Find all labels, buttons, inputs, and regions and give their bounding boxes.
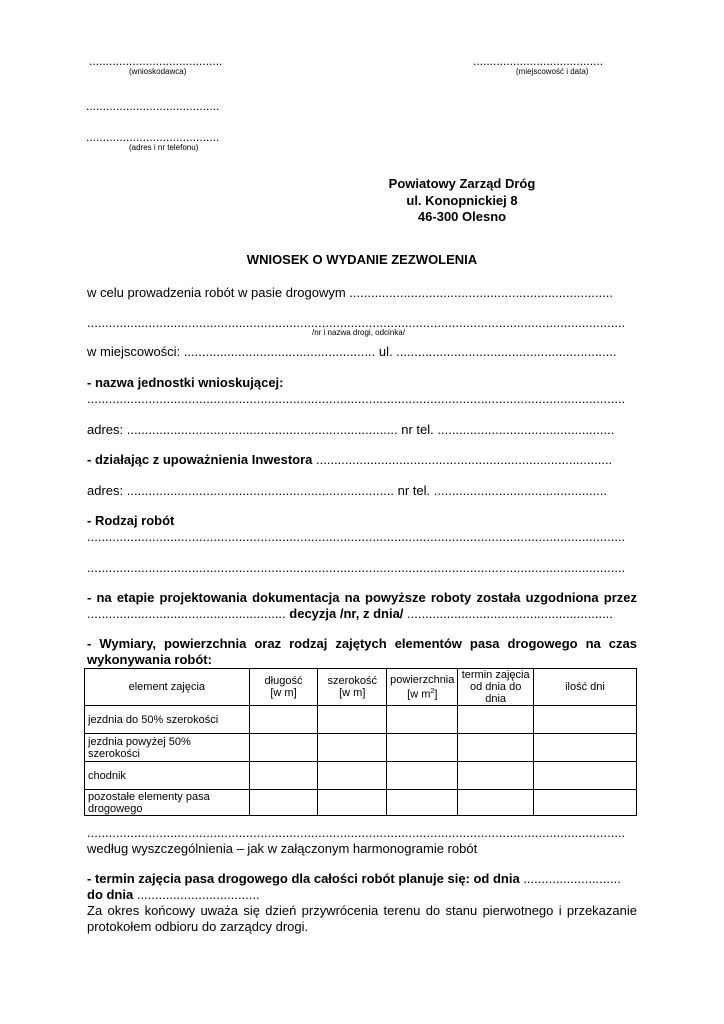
table-row <box>85 762 637 790</box>
row-label: pozostałe elementy pasa drogowego <box>85 790 250 816</box>
unit-dots: ..................................................................................................................................................... <box>87 391 626 406</box>
place-date-dots: ....................................... <box>473 54 604 68</box>
locality-line: w miejscowości: ..................................................... ul. ............................................................. <box>87 344 617 359</box>
header-width: szerokość [w m] <box>318 669 387 706</box>
applicant-caption: (wnioskodawca) <box>129 67 187 76</box>
row-label: jezdnia powyżej 50% szerokości <box>85 734 250 762</box>
term-line <box>87 871 637 886</box>
term-dots: ........................... <box>519 871 621 886</box>
row-label: chodnik <box>85 762 250 790</box>
road-dots: ..................................................................................................................................................... <box>87 315 626 330</box>
address-dots-1: ........................................ <box>86 99 220 113</box>
investor-line <box>87 452 637 467</box>
table-cell[interactable] <box>458 762 534 790</box>
investor-label: - działając z upoważnienia Inwestora <box>87 452 313 467</box>
address-caption: (adres i nr telefonu) <box>129 143 199 152</box>
table-cell[interactable] <box>249 762 318 790</box>
to-date-label: do dnia <box>87 887 134 902</box>
occupation-table <box>84 668 637 816</box>
design-dots-a: ....................................................... <box>87 606 286 621</box>
footer-dots: ..................................................................................................................................................... <box>87 825 626 840</box>
table-cell[interactable] <box>249 734 318 762</box>
table-cell[interactable] <box>387 734 458 762</box>
design-line-2 <box>87 606 637 621</box>
works-dots-1: ..................................................................................................................................................... <box>87 529 626 544</box>
address-line-2: adres: .......................................................................... nr tel. ................................................ <box>87 483 608 498</box>
recipient-line-3: 46-300 Olesno <box>417 209 507 224</box>
address-line-1: adres: ........................................................................... nr tel. ................................................. <box>87 422 615 437</box>
dimensions-line-2: wykonywania robót: <box>87 652 212 667</box>
table-header-row <box>85 669 637 706</box>
table-row <box>85 734 637 762</box>
table-cell[interactable] <box>318 706 387 734</box>
address-dots-2: ........................................ <box>86 130 220 144</box>
purpose-line: w celu prowadzenia robót w pasie drogowym ......................................................................... <box>87 285 613 300</box>
table-cell[interactable] <box>318 790 387 816</box>
document-title: WNIOSEK O WYDANIE ZEZWOLENIA <box>246 252 478 267</box>
header-days: ilość dni <box>533 669 636 706</box>
header-term: termin zajęcia od dnia do dnia <box>458 669 534 706</box>
table-cell[interactable] <box>318 734 387 762</box>
note-line-1: Za okres końcowy uważa się dzień przywrócenia terenu do stanu pierwotnego i przekazanie <box>87 903 637 918</box>
note-line-2: protokołem odbioru do zarządcy drogi. <box>87 919 309 934</box>
unit-label: - nazwa jednostki wnioskującej: <box>87 375 284 390</box>
header-area: powierzchnia [w $m^2$] <box>387 669 458 706</box>
header-length: długość [w m] <box>249 669 318 706</box>
works-dots-2: ..................................................................................................................................................... <box>87 560 626 575</box>
row-label: jezdnia do 50% szerokości <box>85 706 250 734</box>
recipient-line-1: Powiatowy Zarząd Dróg <box>388 176 536 191</box>
header-element: element zajęcia <box>85 669 250 706</box>
table-cell[interactable] <box>249 706 318 734</box>
table-cell[interactable] <box>533 734 636 762</box>
table-cell[interactable] <box>533 706 636 734</box>
schedule-line: według wyszczególnienia – jak w załączonym harmonogramie robót <box>87 841 478 856</box>
table-cell[interactable] <box>458 706 534 734</box>
table-cell[interactable] <box>387 706 458 734</box>
design-dots-b: ......................................................... <box>407 606 613 621</box>
table-cell[interactable] <box>458 790 534 816</box>
table-cell[interactable] <box>387 790 458 816</box>
term-label: - termin zajęcia pasa drogowego dla całości robót planuje się: od dnia <box>87 871 520 886</box>
place-date-caption: (miejscowość i data) <box>516 67 589 76</box>
dimensions-line-1: - Wymiary, powierzchnia oraz rodzaj zajętych elementów pasa drogowego na czas <box>87 636 637 651</box>
applicant-dots: ........................................ <box>89 54 223 68</box>
road-caption: /nr i nazwa drogi, odcinka/ <box>312 328 405 337</box>
table-cell[interactable] <box>533 762 636 790</box>
table-cell[interactable] <box>533 790 636 816</box>
table-cell[interactable] <box>249 790 318 816</box>
recipient-line-2: ul. Konopnickiej 8 <box>406 193 518 208</box>
investor-dots: .................................................................................. <box>312 452 613 467</box>
design-decision-label: decyzja /nr, z dnia/ <box>285 606 408 621</box>
table-cell[interactable] <box>387 762 458 790</box>
design-line-1: - na etapie projektowania dokumentacja na powyższe roboty została uzgodniona przez <box>87 590 637 605</box>
works-label: - Rodzaj robót <box>87 513 175 528</box>
table-row <box>85 706 637 734</box>
table-cell[interactable] <box>318 762 387 790</box>
to-date-dots: .................................. <box>133 887 260 902</box>
table-row <box>85 790 637 816</box>
table-cell[interactable] <box>458 734 534 762</box>
to-date-line <box>87 887 637 902</box>
